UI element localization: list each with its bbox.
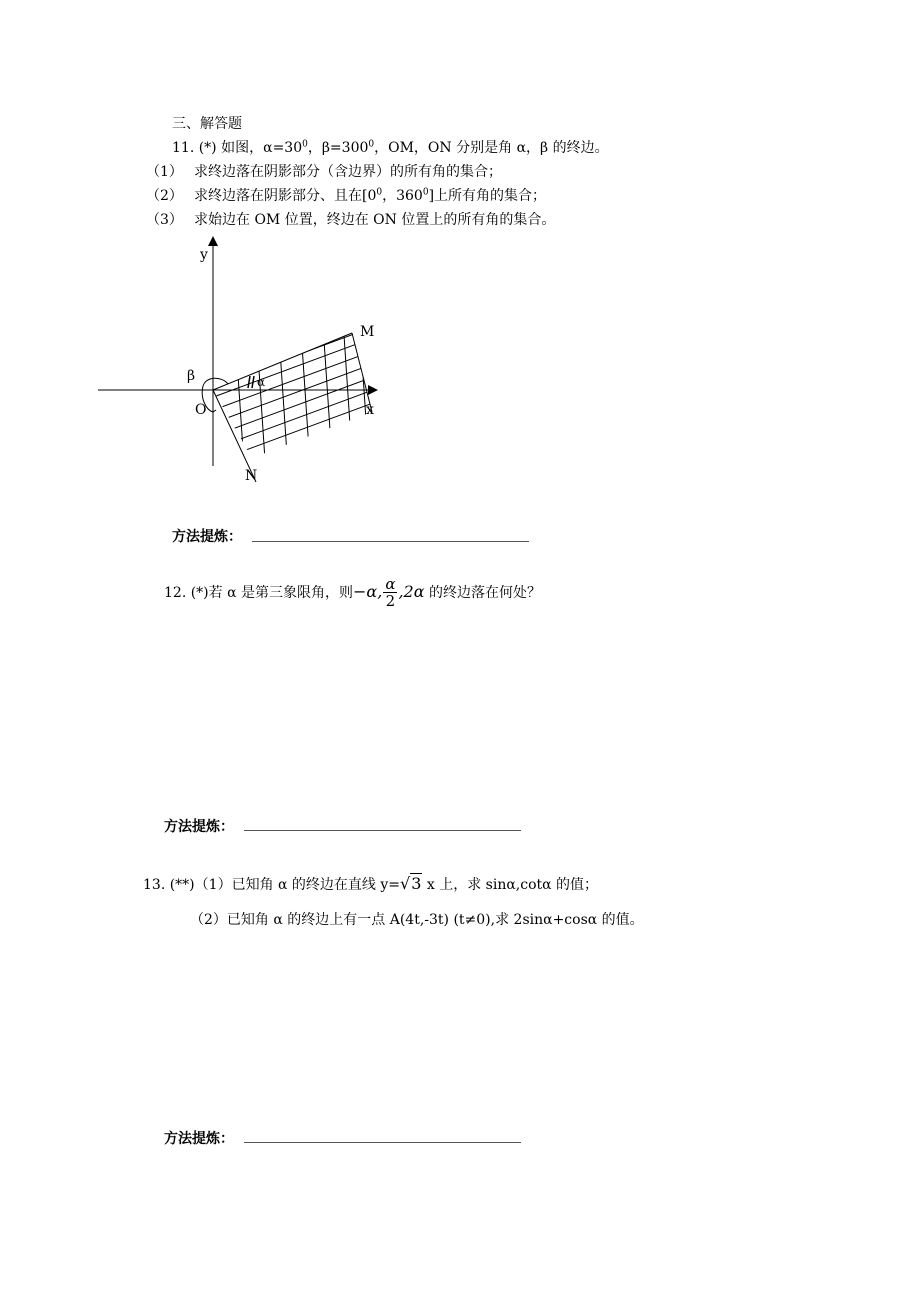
q12-tag: (*) <box>190 585 209 601</box>
frac-den: 2 <box>385 592 396 610</box>
q12-text <box>164 572 541 613</box>
q11-answer-line[interactable] <box>252 541 529 542</box>
q13-answer-line[interactable] <box>244 1142 521 1143</box>
q12-two-alpha: ,2α <box>398 582 425 601</box>
item-marker: （3） <box>146 212 183 228</box>
q12-number: 12. <box>164 585 187 601</box>
q13-method-label: 方法提炼： <box>164 1131 234 1147</box>
item-marker: （1） <box>146 164 183 180</box>
q12-after: 的终边落在何处？ <box>428 585 541 601</box>
label-n: N <box>245 468 258 484</box>
q13-part2: （2）已知角 α 的终边上有一点 A(4t,-3t) (t≠0),求 2sinα+cosα 的值。 <box>190 912 644 928</box>
degree-mark: 0 <box>368 139 375 150</box>
q12-method-label: 方法提炼： <box>164 819 234 835</box>
q11-method-label: 方法提炼： <box>172 529 242 545</box>
label-x: x <box>366 402 374 418</box>
item-text-a: 求终边落在阴影部分、且在[0 <box>194 188 377 204</box>
q13-number: 13. <box>143 877 166 893</box>
y-axis-arrow <box>208 236 218 246</box>
q12-answer-line[interactable] <box>244 830 521 831</box>
item-text-b: ，360 <box>382 188 423 204</box>
q11-number: 11. <box>172 140 195 156</box>
degree-mark: 0 <box>302 139 308 150</box>
angle-figure <box>0 0 920 520</box>
q13-part1 <box>143 875 598 894</box>
q13-part1-after: x 上，求 sinα,cotα 的值； <box>422 877 599 893</box>
label-y: y <box>200 247 208 263</box>
label-beta: β <box>187 368 196 384</box>
frac-num: α <box>385 575 396 593</box>
item-text: 求终边落在阴影部分（含边界）的所有角的集合； <box>194 164 502 180</box>
item-marker: （2） <box>146 188 183 204</box>
q11-intro-mid: ，β=300 <box>307 140 369 156</box>
label-o: O <box>195 402 207 418</box>
sqrt-3: √3 <box>400 874 422 893</box>
degree-mark: 0 <box>376 187 383 198</box>
q11-intro-prefix: 如图，α=30 <box>221 140 303 156</box>
q13-part1-before: （1）已知角 α 的终边在直线 y= <box>194 877 401 893</box>
item-text: 求始边在 OM 位置，终边在 ON 位置上的所有角的集合。 <box>194 212 556 228</box>
shaded-region <box>200 317 400 480</box>
q11-intro-rest: ，OM，ON 分别是角 α，β 的终边。 <box>374 140 609 156</box>
section-title: 三、解答题 <box>172 116 242 132</box>
degree-mark: 0 <box>422 187 429 198</box>
alpha-over-2 <box>383 577 397 609</box>
q13-tag: (**) <box>169 877 195 893</box>
q12-neg-alpha: −α, <box>353 582 383 601</box>
x-axis-arrow <box>368 385 378 395</box>
q11-tag: (*) <box>198 140 217 156</box>
label-alpha: α <box>257 375 266 389</box>
label-m: M <box>360 324 375 340</box>
q12-before: 若 α 是第三象限角，则 <box>208 585 354 601</box>
item-text-c: ]上所有角的集合； <box>428 188 547 204</box>
